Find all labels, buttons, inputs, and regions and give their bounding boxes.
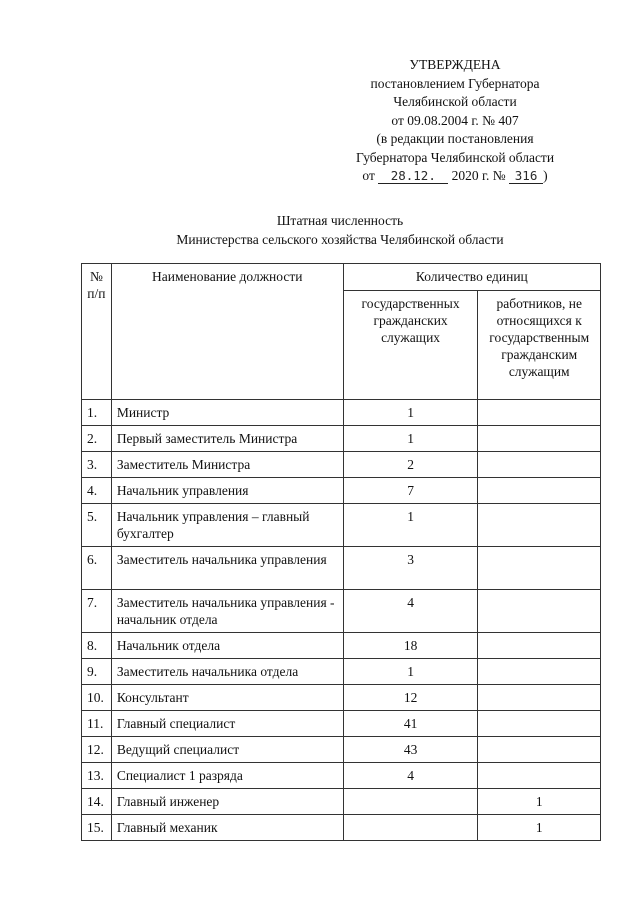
table-row [82, 452, 601, 478]
row-gov: 7 [343, 478, 478, 504]
row-num: 2. [82, 426, 112, 452]
row-other [478, 737, 601, 763]
row-name: Первый заместитель Министра [111, 426, 343, 452]
row-gov: 1 [343, 659, 478, 685]
row-gov [343, 789, 478, 815]
row-gov: 3 [343, 547, 478, 590]
row-name: Консультант [111, 685, 343, 711]
document-title [80, 212, 600, 249]
row-num: 1. [82, 400, 112, 426]
row-num: 6. [82, 547, 112, 590]
table-row [82, 711, 601, 737]
row-name: Начальник отдела [111, 633, 343, 659]
row-name: Заместитель начальника отдела [111, 659, 343, 685]
row-num: 13. [82, 763, 112, 789]
handwritten-number: 316 [509, 169, 543, 184]
row-num: 12. [82, 737, 112, 763]
handwritten-date: 28.12. [378, 169, 448, 184]
table-row [82, 763, 601, 789]
row-num: 9. [82, 659, 112, 685]
row-name: Заместитель начальника управления - начальник отдела [111, 590, 343, 633]
row-name: Начальник управления – главный бухгалтер [111, 504, 343, 547]
table-row [82, 426, 601, 452]
date-prefix: от [362, 168, 375, 183]
row-num: 15. [82, 815, 112, 841]
row-name: Главный специалист [111, 711, 343, 737]
approval-line: Челябинской области [393, 94, 517, 109]
row-other [478, 685, 601, 711]
approval-line: постановлением Губернатора [370, 75, 540, 91]
row-gov [343, 815, 478, 841]
header-quantity: Количество единиц [343, 264, 600, 291]
row-gov: 43 [343, 737, 478, 763]
title-line-1: Штатная численность [276, 213, 404, 228]
row-num: 11. [82, 711, 112, 737]
approval-status: УТВЕРЖДЕНА [409, 57, 501, 72]
row-gov: 4 [343, 763, 478, 789]
row-num: 5. [82, 504, 112, 547]
row-other [478, 659, 601, 685]
row-other [478, 504, 601, 547]
row-num: 3. [82, 452, 112, 478]
row-gov: 1 [343, 426, 478, 452]
row-other [478, 633, 601, 659]
date-year: 2020 г. № [451, 168, 506, 183]
approval-line: от 09.08.2004 г. № 407 [391, 112, 519, 128]
row-gov: 12 [343, 685, 478, 711]
row-other [478, 478, 601, 504]
table-row [82, 547, 601, 590]
row-gov: 41 [343, 711, 478, 737]
row-name: Специалист 1 разряда [111, 763, 343, 789]
row-num: 14. [82, 789, 112, 815]
header-other: работников, не относящихся к государственным гражданским служащим [478, 291, 601, 400]
row-name: Главный инженер [111, 789, 343, 815]
row-gov: 1 [343, 504, 478, 547]
row-gov: 1 [343, 400, 478, 426]
staff-table [81, 263, 601, 841]
row-other [478, 426, 601, 452]
table-row [82, 504, 601, 547]
table-row [82, 815, 601, 841]
row-name: Заместитель начальника управления [111, 547, 343, 590]
row-gov: 18 [343, 633, 478, 659]
row-num: 10. [82, 685, 112, 711]
approval-date-line [330, 167, 580, 186]
table-row [82, 590, 601, 633]
row-name: Главный механик [111, 815, 343, 841]
row-gov: 2 [343, 452, 478, 478]
row-gov: 4 [343, 590, 478, 633]
row-other [478, 711, 601, 737]
header-gov: государственных гражданских служащих [343, 291, 478, 400]
row-num: 7. [82, 590, 112, 633]
table-row [82, 737, 601, 763]
table-row [82, 633, 601, 659]
table-row [82, 400, 601, 426]
table-row [82, 685, 601, 711]
row-other: 1 [478, 789, 601, 815]
table-row [82, 478, 601, 504]
row-num: 8. [82, 633, 112, 659]
header-num: № п/п [82, 264, 112, 400]
approval-line: (в редакции постановления [376, 131, 534, 146]
header-name: Наименование должности [111, 264, 343, 400]
row-other: 1 [478, 815, 601, 841]
approval-line: Губернатора Челябинской области [355, 149, 555, 165]
approval-block [330, 56, 580, 186]
row-num: 4. [82, 478, 112, 504]
table-row [82, 789, 601, 815]
row-name: Начальник управления [111, 478, 343, 504]
row-other [478, 590, 601, 633]
row-name: Заместитель Министра [111, 452, 343, 478]
row-other [478, 400, 601, 426]
title-line-2: Министерства сельского хозяйства Челябинской области [176, 231, 504, 247]
date-suffix: ) [543, 168, 548, 183]
row-other [478, 547, 601, 590]
row-name: Ведущий специалист [111, 737, 343, 763]
row-other [478, 763, 601, 789]
row-name: Министр [111, 400, 343, 426]
table-row [82, 659, 601, 685]
row-other [478, 452, 601, 478]
